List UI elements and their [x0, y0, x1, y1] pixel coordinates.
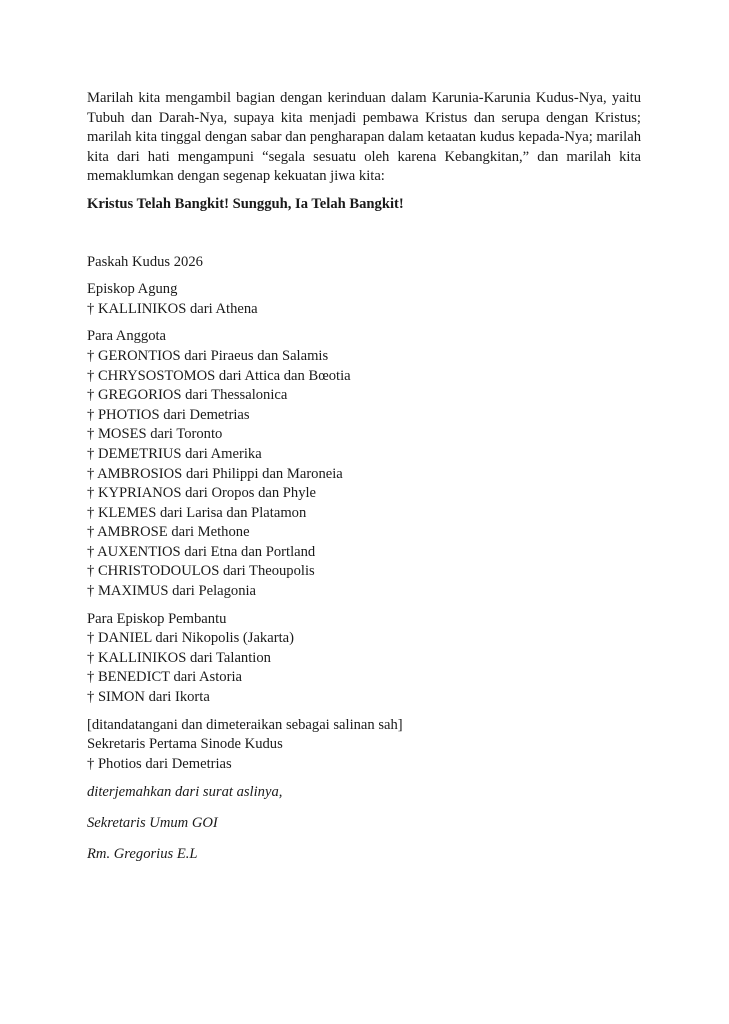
attestation-title: Sekretaris Pertama Sinode Kudus — [87, 736, 283, 753]
signatory-name: † KALLINIKOS dari Talantion — [87, 649, 271, 666]
auxiliary-heading: Para Episkop Pembantu — [87, 610, 227, 627]
signatory-name: † SIMON dari Ikorta — [87, 689, 210, 706]
signatory-name: † KLEMES dari Larisa dan Platamon — [87, 504, 307, 521]
translator-title: Sekretaris Umum GOI — [87, 815, 218, 831]
signatory-name: † PHOTIOS dari Demetrias — [87, 406, 250, 423]
signatory-name: † BENEDICT dari Astoria — [87, 669, 242, 686]
signatory-name: † AMBROSE dari Methone — [87, 524, 250, 541]
signatory-name: † MOSES dari Toronto — [87, 426, 223, 443]
archbishop-heading: Episkop Agung — [87, 281, 178, 298]
proclamation: Kristus Telah Bangkit! Sungguh, Ia Telah Bangkit! — [87, 195, 404, 212]
translator-name: Rm. Gregorius E.L — [87, 845, 198, 862]
members-heading: Para Anggota — [87, 328, 167, 345]
attestation-name: † Photios dari Demetrias — [87, 755, 232, 772]
signatory-name: † GERONTIOS dari Piraeus dan Salamis — [87, 347, 329, 364]
signatory-name: † KALLINIKOS dari Athena — [87, 300, 258, 317]
signatory-name: † AMBROSIOS dari Philippi dan Maroneia — [87, 465, 343, 482]
auxiliary-section — [87, 610, 641, 708]
archbishop-section — [87, 280, 641, 319]
signatory-name: † DEMETRIUS dari Amerika — [87, 445, 262, 462]
date-line: Paskah Kudus 2026 — [87, 253, 203, 270]
signatory-name: † DANIEL dari Nikopolis (Jakarta) — [87, 630, 294, 647]
document-page — [87, 89, 641, 864]
members-section — [87, 327, 641, 601]
signatory-name: † CHRYSOSTOMOS dari Attica dan Bœotia — [87, 367, 351, 384]
signatory-name: † AUXENTIOS dari Etna dan Portland — [87, 543, 316, 560]
signatory-name: † KYPRIANOS dari Oropos dan Phyle — [87, 485, 317, 502]
translation-note: diterjemahkan dari surat aslinya, — [87, 784, 283, 801]
signatory-name: † MAXIMUS dari Pelagonia — [87, 583, 257, 600]
attestation-section — [87, 716, 641, 775]
intro-paragraph: Marilah kita mengambil bagian dengan kerinduan dalam Karunia-Karunia Kudus-Nya, yaitu Tubuh dan Darah-Nya, supaya kita menjadi pembawa Kristus dan serupa dengan Kristus; marilah kita tinggal dengan sabar dan pengharapan dalam ketaatan kudus kepada-Nya; marilah kita dari hati mengampuni “segala sesuatu oleh karena Kebangkitan,” dan marilah kita memaklumkan dengan segenap kekuatan jiwa kita: — [87, 90, 641, 185]
signatory-name: † GREGORIOS dari Thessalonica — [87, 387, 288, 404]
signatory-name: † CHRISTODOULOS dari Theoupolis — [87, 563, 315, 580]
attestation-note: [ditandatangani dan dimeteraikan sebagai salinan sah] — [87, 716, 403, 733]
